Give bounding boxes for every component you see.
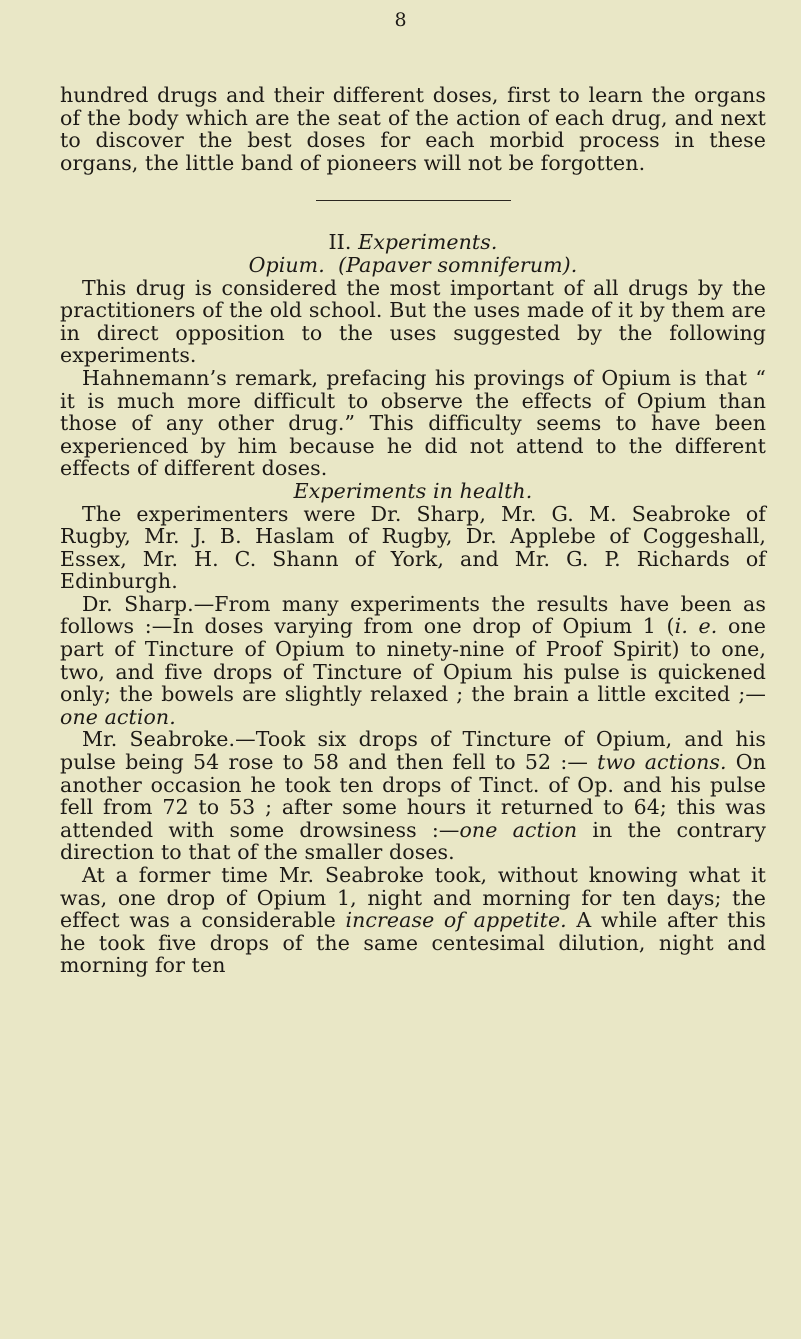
text-run: in the contrary direction to that of the smaller doses. xyxy=(60,817,766,865)
paragraph-dr-sharp xyxy=(60,593,766,729)
text-run: Dr. Sharp.—From many experiments the results have been as follows :—In doses varying from one drop of Opium 1 ( xyxy=(60,591,766,639)
text-run: At a former time Mr. Seabroke took, without knowing what it was, one drop of Opium 1, night and morning for ten days; the effect was a considerable xyxy=(60,863,766,933)
text-run-italic: i. e. xyxy=(674,614,718,639)
text-run: On another occasion he took ten drops of Tinct. of Op. and his pulse fell from 72 to 53 ; after some hours it returned to 64; this was attended with some drowsiness :— xyxy=(60,750,766,842)
text-run-italic: one action. xyxy=(60,704,176,729)
paragraph-hahnemann-remark: Hahnemann’s remark, prefacing his provings of Opium is that “ it is much more difficult to observe the effects of Opium than those of any other drug.” This difficulty seems to have been experienced by him because he did not attend to the different effects of different doses. xyxy=(60,365,766,481)
section-heading xyxy=(60,231,766,254)
drug-name: Opium. xyxy=(248,252,325,277)
paragraph-experimenters: The experimenters were Dr. Sharp, Mr. G. M. Seabroke of Rugby, Mr. J. B. Haslam of Rugby, Dr. Applebe of Coggeshall, Essex, Mr. H. C. Shann of York, and Mr. G. P. Richards of Edinburgh. xyxy=(60,501,766,594)
text-run-italic: one action xyxy=(459,817,578,842)
intro-paragraph: hundred drugs and their different doses, first to learn the organs of the body which are the seat of the action of each drug, and next to discover the best doses for each morbid process in these organs, the little band of pioneers will not be forgotten. xyxy=(60,83,766,175)
drug-heading xyxy=(60,254,766,277)
text-run-italic: two actions. xyxy=(597,750,727,775)
page-number: 8 xyxy=(394,9,407,31)
paragraph-mr-seabroke xyxy=(60,728,766,864)
subsection-title: Experiments in health. xyxy=(293,478,533,503)
text-run: Mr. Seabroke.—Took six drops of Tincture of Opium, and his pulse being 54 rose to 58 and then fell to 52 :— xyxy=(60,727,766,775)
text-run: one part of Tincture of Opium to ninety-nine of Proof Spirit) to one, two, and five drops of Tincture of Opium his pulse is quickened only; the bowels are slightly relaxed ; the brain a little excited ;— xyxy=(60,614,766,707)
text-run-italic: increase of appetite. xyxy=(345,908,567,933)
paragraph-former-time xyxy=(60,864,766,977)
paragraph-drug-importance: This drug is considered the most important of all drugs by the practitioners of the old school. But the uses made of it by them are in direct opposition to the uses suggested by the following experiments. xyxy=(60,275,766,368)
text-run: A while after this he took five drops of the same centesimal dilution, night and morning for ten xyxy=(60,908,766,978)
section-divider xyxy=(316,200,511,201)
section-numeral: II. xyxy=(328,230,352,255)
page-body xyxy=(60,84,766,977)
drug-latin-name: (Papaver somniferum). xyxy=(338,252,578,277)
section-title: Experiments. xyxy=(358,230,498,255)
subsection-heading xyxy=(60,480,766,503)
